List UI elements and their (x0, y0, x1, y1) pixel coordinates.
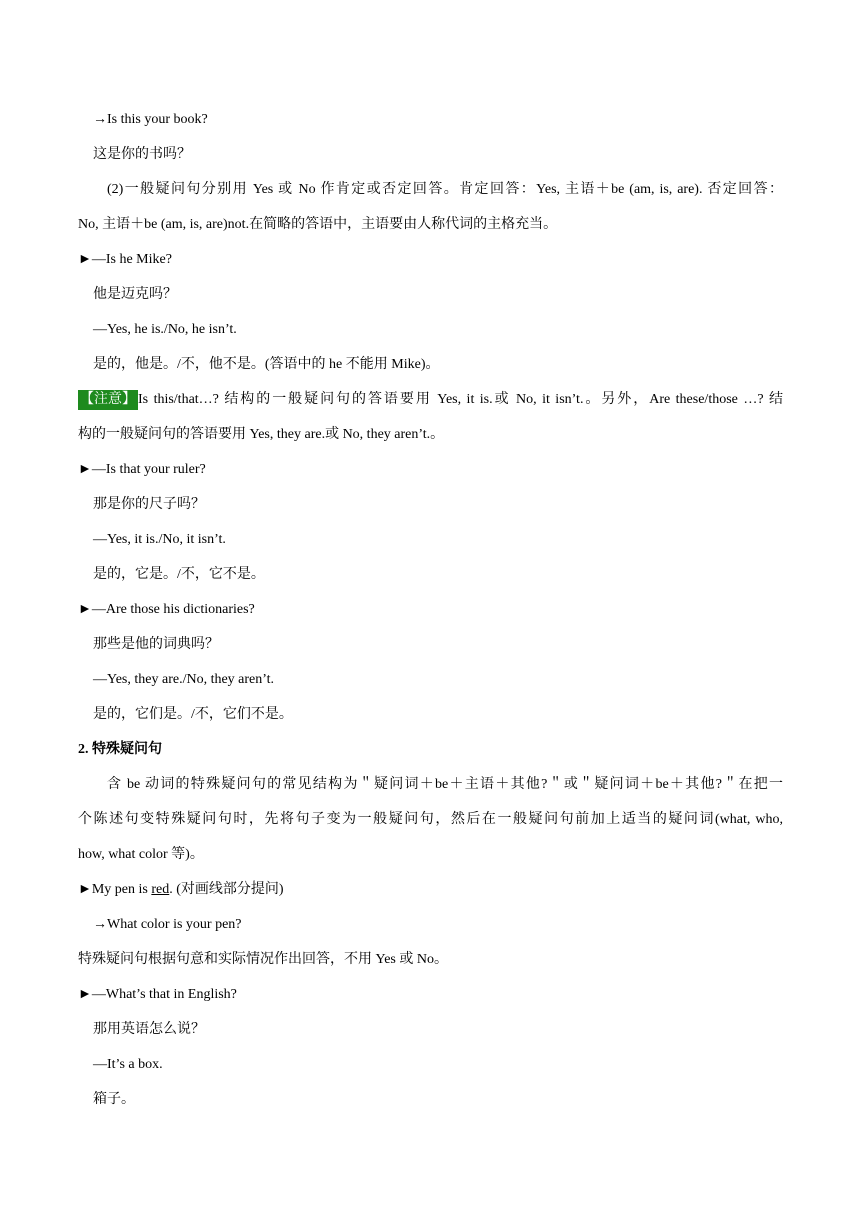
paragraph-line: No, 主语＋be (am, is, are)not.在简略的答语中，主语要由人称代词的主格充当。 (78, 217, 558, 232)
translation-line: 那些是他的词典吗？ (93, 637, 219, 652)
translation-line: 是的，它们是。/不，它们不是。 (93, 707, 293, 722)
paragraph-line: (2)一般疑问句分别用 Yes 或 No 作肯定或否定回答。肯定回答：Yes, 主语＋be (am, is, are). 否定回答： (107, 182, 783, 197)
paragraph-line: 特殊疑问句根据句意和实际情况作出回答，不用 Yes 或 No。 (78, 952, 448, 967)
example-line: ►—Is that your ruler? (78, 462, 206, 477)
underlined-word: red (151, 882, 170, 897)
example-line: ►—Are those his dictionaries? (78, 602, 255, 617)
translation-line: 这是你的书吗？ (93, 147, 191, 162)
paragraph-line: how, what color 等)。 (78, 847, 204, 862)
example-line (78, 879, 783, 901)
translation-line: 是的，它是。/不，它不是。 (93, 567, 265, 582)
answer-line: —Yes, they are./No, they aren’t. (93, 672, 275, 687)
example-instruction: . (对画线部分提问) (169, 882, 284, 897)
note-tag: 【注意】 (78, 390, 138, 410)
translation-line: 那是你的尺子吗？ (93, 497, 205, 512)
translation-line: 是的，他是。/不，他不是。(答语中的 he 不能用 Mike)。 (93, 357, 440, 372)
note-line (78, 389, 783, 411)
translation-line: 那用英语怎么说？ (93, 1022, 205, 1037)
answer-arrow-line: →Is this your book? (93, 112, 208, 127)
example-line: ►—Is he Mike? (78, 252, 172, 267)
translation-line: 箱子。 (93, 1092, 135, 1107)
note-line-cont: 构的一般疑问句的答语要用 Yes, they are.或 No, they aren’t.。 (78, 427, 445, 442)
section-heading: 2. 特殊疑问句 (78, 742, 162, 757)
translation-line: 他是迈克吗？ (93, 287, 177, 302)
answer-line: —It’s a box. (93, 1057, 163, 1072)
answer-line: —Yes, he is./No, he isn’t. (93, 322, 237, 337)
answer-line: —Yes, it is./No, it isn’t. (93, 532, 226, 547)
note-text: Is this/that…? 结构的一般疑问句的答语要用 Yes, it is.或 No, it isn’t.。另外，Are these/those …? 结 (138, 392, 783, 407)
paragraph-line: 个陈述句变特殊疑问句时，先将句子变为一般疑问句，然后在一般疑问句前加上适当的疑问词(what, who, (78, 812, 783, 827)
paragraph-line: 含 be 动词的特殊疑问句的常见结构为＂疑问词＋be＋主语＋其他?＂或＂疑问词＋be＋其他?＂在把一 (107, 777, 783, 792)
example-line: ►—What’s that in English? (78, 987, 237, 1002)
answer-arrow-line: →What color is your pen? (93, 917, 242, 932)
example-text: ►My pen is (78, 882, 152, 897)
